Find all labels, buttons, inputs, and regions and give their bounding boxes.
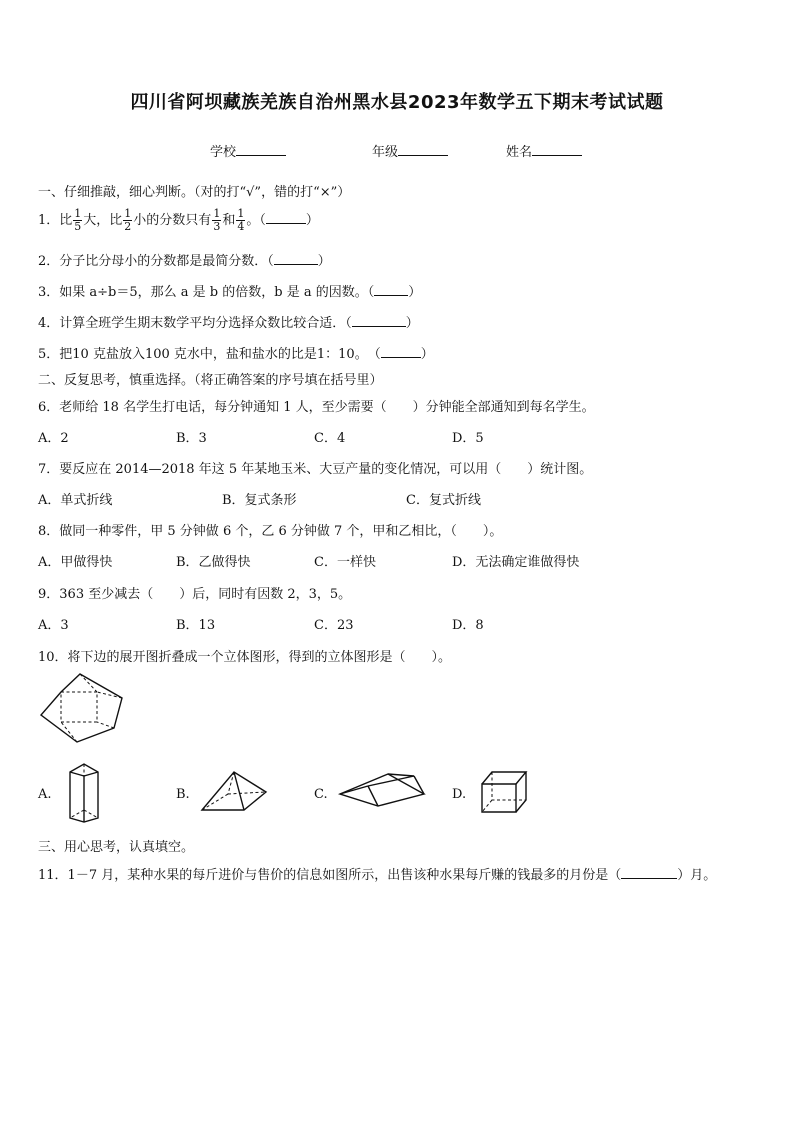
q1-text-3: 小的分数只有: [133, 213, 212, 228]
question-3: [38, 281, 421, 300]
q9-option-b[interactable]: B．13: [176, 618, 216, 633]
q9-option-a[interactable]: A．3: [38, 618, 69, 633]
q10-option-d[interactable]: D.: [452, 787, 467, 802]
q11-answer-blank[interactable]: [621, 866, 677, 879]
question-11: [38, 864, 716, 883]
q2-end: ）: [317, 254, 331, 269]
name-label: 姓名: [506, 145, 533, 160]
prism-hidden-edge: [84, 810, 98, 818]
cube-hidden-edges: [492, 772, 526, 800]
question-9: 9．363 至少减去（ ）后，同时有因数 2，3，5。: [38, 587, 352, 602]
net-base-square: [61, 692, 97, 722]
q1-text-6: ）: [305, 213, 319, 228]
q10-option-a[interactable]: A.: [38, 787, 52, 802]
q2-text: 2．分子比分母小的分数都是最简分数．（: [38, 254, 274, 269]
q1-text-1: 1．比: [38, 213, 73, 228]
net-outline: [41, 674, 122, 742]
cube-figure: [478, 770, 530, 814]
question-4: [38, 312, 419, 331]
triangular-prism-figure: [64, 762, 104, 822]
q8-option-a[interactable]: A．甲做得快: [38, 555, 113, 570]
q6-option-d[interactable]: D．5: [452, 431, 484, 446]
fraction-1-5: [73, 208, 82, 233]
fraction-denominator: 4: [237, 220, 245, 233]
prism-edge: [84, 772, 98, 776]
fraction-1-3: [212, 208, 221, 233]
q7-option-a[interactable]: A．单式折线: [38, 493, 113, 508]
q11-text: 11．1－7 月，某种水果的每斤进价与售价的信息如图所示，出售该种水果每斤赚的钱最多的月份是（: [38, 868, 622, 883]
q6-option-a[interactable]: A．2: [38, 431, 69, 446]
q6-option-b[interactable]: B．3: [176, 431, 207, 446]
question-8: 8．做同一种零件，甲 5 分钟做 6 个，乙 6 分钟做 7 个，甲和乙相比，（ ）。: [38, 524, 503, 539]
question-10: 10．将下边的展开图折叠成一个立体图形，得到的立体图形是（ ）。: [38, 650, 452, 665]
q3-answer-blank[interactable]: [374, 283, 408, 296]
q10-option-c[interactable]: C.: [314, 787, 328, 802]
q5-answer-blank[interactable]: [381, 345, 421, 358]
q7-option-b[interactable]: B．复式条形: [222, 493, 297, 508]
grade-blank[interactable]: [398, 143, 448, 156]
net-fold-line: [97, 722, 114, 728]
fraction-denominator: 5: [74, 220, 82, 233]
q6-option-c[interactable]: C．4: [314, 431, 346, 446]
section2-heading: 二、反复思考，慎重选择。（将正确答案的序号填在括号里）: [38, 373, 383, 388]
square-pyramid-figure: [200, 770, 268, 814]
school-blank[interactable]: [236, 143, 286, 156]
q9-option-d[interactable]: D．8: [452, 618, 484, 633]
cube-top-face: [482, 772, 526, 784]
q3-end: ）: [408, 285, 422, 300]
fraction-1-4: [236, 208, 245, 233]
q8-option-d[interactable]: D．无法确定谁做得快: [452, 555, 580, 570]
name-field: [506, 141, 582, 160]
q5-text: 5．把10 克盐放入100 克水中，盐和盐水的比是1：10。 （: [38, 347, 381, 362]
question-2: [38, 250, 331, 269]
section3-heading: 三、用心思考，认真填空。: [38, 840, 195, 855]
section1-heading: 一、仔细推敲，细心判断。（对的打“√”，错的打“×”）: [38, 185, 351, 200]
cube-hidden-edge: [482, 800, 492, 812]
question-5: [38, 343, 434, 362]
q3-text: 3．如果 a÷b＝5，那么 a 是 b 的倍数，b 是 a 的因数。（: [38, 285, 375, 300]
q1-text-2: 大，比: [83, 213, 123, 228]
q1-answer-blank[interactable]: [266, 211, 306, 224]
fraction-1-2: [123, 208, 132, 233]
q11-end: ）月。: [677, 868, 717, 883]
q7-option-c[interactable]: C．复式折线: [406, 493, 481, 508]
lying-prism-edge: [340, 786, 368, 794]
school-field: [210, 141, 286, 160]
fraction-numerator: 1: [74, 207, 82, 220]
q8-option-b[interactable]: B．乙做得快: [176, 555, 251, 570]
q1-text-5: 。（: [246, 213, 266, 228]
fraction-denominator: 3: [213, 220, 221, 233]
question-7: 7．要反应在 2014—2018 年这 5 年某地玉米、大豆产量的变化情况，可以用（ ）统计图。: [38, 462, 593, 477]
grade-label: 年级: [372, 145, 399, 160]
fraction-numerator: 1: [124, 207, 132, 220]
fraction-numerator: 1: [237, 207, 245, 220]
question-6: 6．老师给 18 名学生打电话，每分钟通知 1 人，至少需要（ ）分钟能全部通知到每名学生。: [38, 400, 595, 415]
cube-front-face: [482, 784, 516, 812]
pyramid-hidden-edge: [202, 794, 228, 810]
q9-option-c[interactable]: C．23: [314, 618, 354, 633]
pyramid-net-figure: [38, 672, 128, 748]
q2-answer-blank[interactable]: [274, 252, 318, 265]
name-blank[interactable]: [532, 143, 582, 156]
page-title: 四川省阿坝藏族羌族自治州黑水县2023年数学五下期末考试试题: [130, 92, 664, 113]
grade-field: [372, 141, 448, 160]
q4-answer-blank[interactable]: [352, 314, 406, 327]
q1-text-4: 和: [222, 213, 236, 228]
q10-option-b[interactable]: B.: [176, 787, 190, 802]
q4-text: 4．计算全班学生期末数学平均分选择众数比较合适．（: [38, 316, 352, 331]
q4-end: ）: [405, 316, 419, 331]
net-fold-line: [97, 692, 122, 698]
question-1: [38, 208, 319, 233]
school-label: 学校: [210, 145, 237, 160]
q5-end: ）: [420, 347, 434, 362]
fraction-numerator: 1: [213, 207, 221, 220]
fraction-denominator: 2: [124, 220, 132, 233]
lying-prism-figure: [338, 772, 426, 808]
prism-edge: [70, 772, 84, 776]
q8-option-c[interactable]: C．一样快: [314, 555, 376, 570]
prism-hidden-edge: [70, 810, 84, 818]
pyramid-hidden-edge: [228, 792, 266, 794]
